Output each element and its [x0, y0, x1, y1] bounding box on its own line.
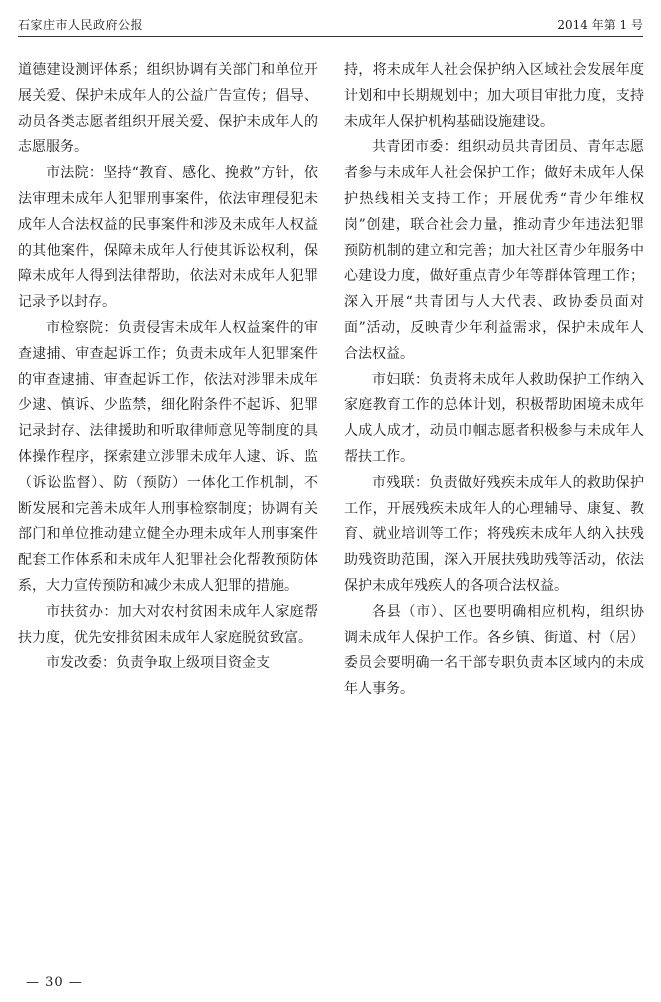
page-number: — 30 — — [26, 975, 83, 990]
paragraph-youth-league: 共青团市委：组织动员共青团员、青年志愿者参与未成年人社会保护工作；做好未成年人保护热线相关支持工作；开展优秀“青少年维权岗”创建，联合社会力量，推动青少年违法犯罪预防机制的建立和完善；加大社区青少年服务中心建设力度，做好重点青少年等群体管理工作；深入开展“共青团与人大代表、政协委员面对面”活动，反映青少年利益需求，保护未成年人合法权益。 — [344, 139, 644, 362]
paragraph-womens-federation: 市妇联：负责将未成年人救助保护工作纳入家庭教育工作的总体计划，积极帮助困境未成年人成人成才，动员巾帼志愿者积极参与未成年人帮扶工作。 — [344, 371, 644, 465]
paragraph-city-court: 市法院：坚持“教育、感化、挽救”方针，依法审理未成年人犯罪刑事案件，依法审理侵犯未成年人合法权益的民事案件和涉及未成年人权益的其他案件，保障未成年人行使其诉讼权利，保障未成年人得到法律帮助，依法对未成年人犯罪记录予以封存。 — [18, 165, 318, 311]
paragraph-development-commission: 市发改委：负责争取上级项目资金支 — [46, 655, 270, 672]
publication-title: 石家庄市人民政府公报 — [18, 18, 144, 32]
running-header — [18, 14, 643, 37]
left-column — [18, 58, 318, 677]
issue-number: 2014 年第 1 号 — [557, 18, 643, 32]
paragraph-procuratorate: 市检察院：负责侵害未成年人权益案件的审查逮捕、审查起诉工作；负责未成年人犯罪案件的审查逮捕、审查起诉工作，依法对涉罪未成年少逮、慎诉、少监禁，细化附条件不起诉、犯罪记录封存、法律援助和听取律师意见等制度的具体操作程序，探索建立涉罪未成年人逮、诉、监（诉讼监督）、防（预防）一体化工作机制，不断发展和完善未成年人刑事检察制度；协调有关部门和单位推动建立健全办理未成年人刑事案件配套工作体系和未成年人犯罪社会化帮教预防体系，大力宣传预防和减少未成人犯罪的措施。 — [18, 319, 318, 594]
right-column — [344, 58, 644, 703]
paragraph-poverty-office: 市扶贫办：加大对农村贫困未成年人家庭帮扶力度，优先安排贫困未成年人家庭脱贫致富。 — [18, 603, 318, 646]
paragraph-continued: 道德建设测评体系；组织协调有关部门和单位开展关爱、保护未成年人的公益广告宣传；倡导、动员各类志愿者组织开展关爱、保护未成年人的志愿服务。 — [18, 62, 318, 156]
paragraph-continued-right: 持，将未成年人社会保护纳入区域社会发展年度计划和中长期规划中；加大项目审批力度，支持未成年人保护机构基础设施建设。 — [344, 62, 644, 130]
paragraph-counties-districts: 各县（市）、区也要明确相应机构，组织协调未成年人保护工作。各乡镇、街道、村（居）委员会要明确一名干部专职负责本区域内的未成年人事务。 — [344, 603, 644, 698]
paragraph-disabled-federation: 市残联：负责做好残疾未成年人的救助保护工作，开展残疾未成年人的心理辅导、康复、教育、就业培训等工作；将残疾未成年人纳入扶残助残资助范围，深入开展扶残助残等活动，依法保护未成年残疾人的各项合法权益。 — [344, 474, 644, 594]
